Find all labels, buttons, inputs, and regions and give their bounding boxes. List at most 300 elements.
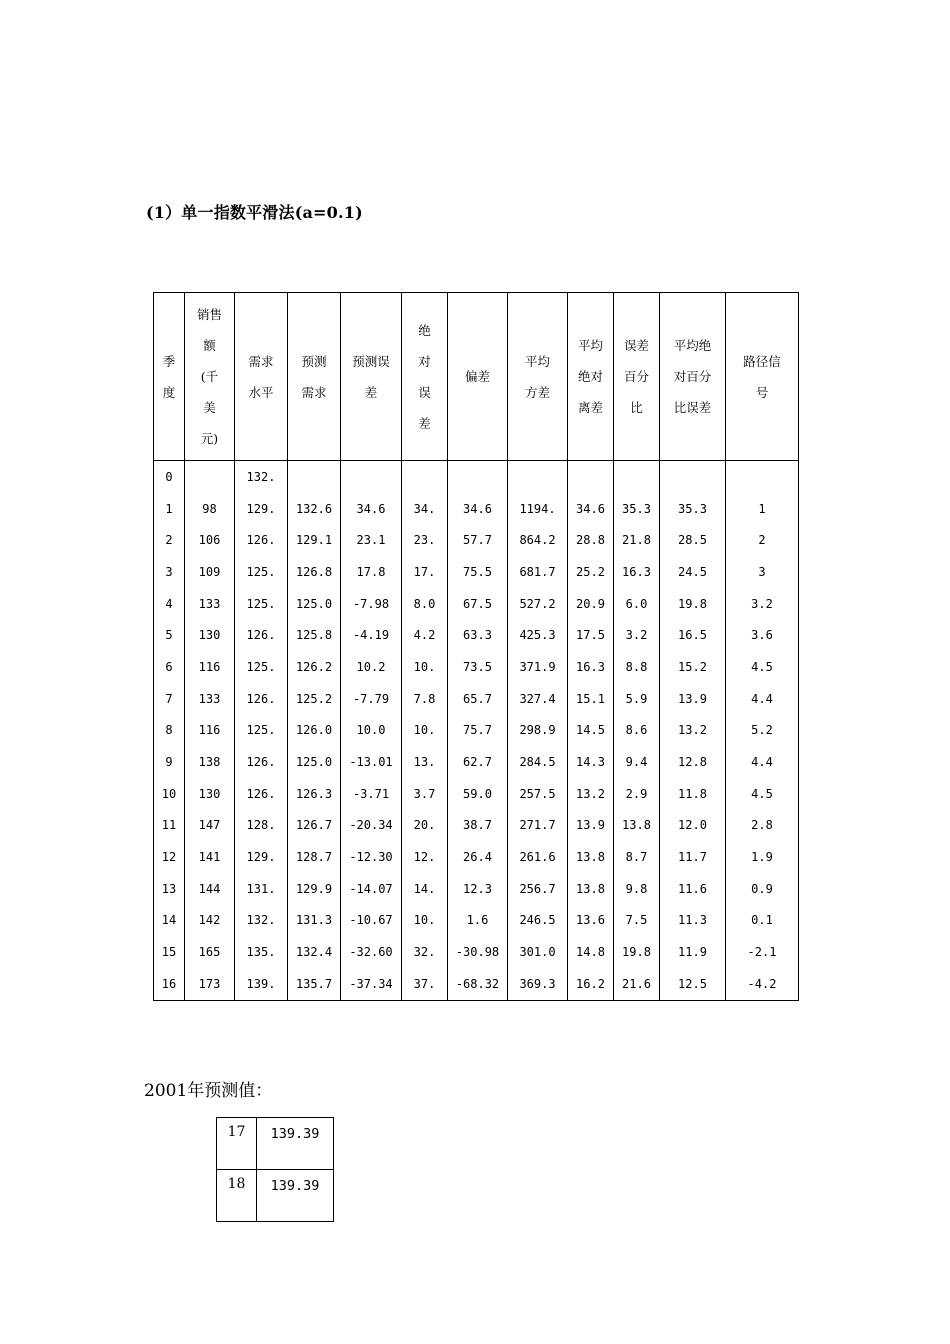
table-cell [235,778,288,810]
cell-value: 142 [198,913,221,928]
table-cell [402,493,448,525]
cell-value: -4.19 [352,628,390,643]
table-cell [341,810,402,842]
cell-value: 125.0 [295,596,333,611]
table-row [154,968,799,1000]
table-cell [726,524,799,556]
table-cell [235,905,288,937]
cell-value: 3 [758,564,766,579]
cell-value: 4.5 [751,659,773,674]
table-cell [614,619,660,651]
column-header [235,293,288,461]
column-header-line: 误差 [623,338,649,353]
table-cell [235,715,288,747]
cell-value: 23. [413,533,436,548]
column-header-line: 误 [418,384,431,400]
table-cell [288,936,341,968]
table-cell [288,461,341,493]
table-cell [154,588,185,620]
table-cell [508,905,568,937]
table-cell [185,493,235,525]
table-cell [448,493,508,525]
cell-value: 13. [413,755,436,770]
cell-value: -20.34 [349,818,393,833]
table-cell [508,968,568,1000]
cell-value: 12.8 [678,755,707,770]
table-cell [660,619,726,651]
table-row [154,524,799,556]
cell-value: 13.8 [576,850,605,865]
cell-value: 126.2 [295,659,333,674]
cell-value: 20.9 [576,596,605,611]
cell-value: 24.5 [678,564,707,579]
table-cell [154,715,185,747]
cell-value: 10 [161,786,177,801]
table-cell [508,588,568,620]
cell-value: 17.8 [356,564,386,579]
table-cell [568,746,614,778]
cell-value: 11.7 [678,850,707,865]
cell-value: 138 [198,755,221,770]
table-cell [614,493,660,525]
table-cell [568,841,614,873]
table-cell [402,461,448,493]
cell-value: 57.7 [463,533,492,548]
table-cell [568,493,614,525]
table-cell [288,968,341,1000]
cell-value: 12.3 [463,881,492,896]
table-cell [402,556,448,588]
table-cell [341,873,402,905]
cell-value: 139. [246,976,276,991]
cell-value: 0.9 [751,881,773,896]
table-cell [185,461,235,493]
cell-value: 126.3 [295,786,333,801]
table-row [154,841,799,873]
table-cell [568,588,614,620]
table-cell [568,619,614,651]
table-cell [341,524,402,556]
column-header-line: 差 [364,384,378,400]
cell-value: 369.3 [519,976,556,991]
column-header [448,293,508,461]
table-cell [568,524,614,556]
cell-value: 14.3 [576,755,605,770]
cell-value: 11.8 [678,786,707,801]
cell-value: 11.9 [678,945,707,960]
table-cell [154,968,185,1000]
table-cell [341,461,402,493]
table-cell [341,936,402,968]
table-cell [235,651,288,683]
column-header-line: 额 [203,338,216,353]
cell-value: 14 [161,913,177,928]
table-cell [185,841,235,873]
table-cell [288,715,341,747]
cell-value: 9.8 [625,881,648,896]
column-header-line: 差 [418,415,431,431]
cell-value: 21.8 [622,533,651,548]
table-cell [402,715,448,747]
cell-value: 75.7 [463,723,492,738]
forecast-row [217,1118,334,1170]
table-cell [288,524,341,556]
cell-value: 298.9 [519,723,556,738]
table-row [154,810,799,842]
forecast-row [217,1170,334,1222]
cell-value: -30.98 [455,945,500,960]
table-cell [402,619,448,651]
table-cell [235,873,288,905]
column-header-line: 比 [630,400,643,415]
table-cell [235,493,288,525]
table-cell [448,651,508,683]
table-cell [154,778,185,810]
table-cell [614,715,660,747]
cell-value: 133 [198,691,221,706]
table-cell [341,588,402,620]
table-cell [185,524,235,556]
table-cell [448,936,508,968]
table-cell [154,556,185,588]
cell-value: 13.8 [622,818,651,833]
table-cell [726,778,799,810]
cell-value: 527.2 [519,596,556,611]
column-header-line: 销售 [196,307,222,322]
column-header-line: 水平 [248,384,274,400]
cell-value: 4.5 [751,786,773,801]
cell-value: 34.6 [463,501,492,516]
table-cell [660,873,726,905]
table-cell [185,810,235,842]
table-cell [660,524,726,556]
cell-value: 9 [165,755,173,770]
table-cell [341,778,402,810]
cell-value: 284.5 [519,755,556,770]
cell-value: 34. [413,501,436,516]
cell-value: 21.6 [622,976,651,991]
column-header [154,293,185,461]
cell-value: 25.2 [576,564,605,579]
table-cell [185,746,235,778]
cell-value: 125. [246,659,276,674]
table-cell [402,841,448,873]
table-cell [568,778,614,810]
cell-value: -13.01 [349,755,393,770]
cell-value: 681.7 [519,564,556,579]
table-cell [448,841,508,873]
cell-value: 62.7 [463,755,492,770]
table-cell [568,810,614,842]
cell-value: -32.60 [349,945,393,960]
table-cell [154,683,185,715]
table-cell [508,841,568,873]
cell-value: 132. [246,469,276,484]
table-cell [154,524,185,556]
column-header-line: 元) [200,431,219,446]
forecast-quarter: 17 [217,1118,257,1170]
cell-value: 8 [165,723,173,738]
table-cell [235,968,288,1000]
cell-value: 1194. [519,501,556,516]
table-cell [185,588,235,620]
cell-value: 59.0 [463,786,492,801]
cell-value: 23.1 [356,533,386,548]
cell-value: 7 [165,691,173,706]
table-cell [660,588,726,620]
cell-value: 5.9 [625,691,648,706]
cell-value: 35.3 [622,501,651,516]
table-row [154,651,799,683]
table-cell [660,493,726,525]
cell-value: -14.07 [349,881,393,896]
table-cell [508,493,568,525]
cell-value: 261.6 [519,850,556,865]
table-cell [614,556,660,588]
cell-value: 126.8 [295,564,333,579]
table-cell [235,841,288,873]
cell-value: 126.7 [295,818,333,833]
cell-value: 173 [198,976,221,991]
table-cell [726,746,799,778]
table-cell [448,873,508,905]
cell-value: 116 [198,723,221,738]
cell-value: 28.5 [678,533,707,548]
column-header [341,293,402,461]
cell-value: 11.3 [678,913,707,928]
table-cell [726,905,799,937]
table-cell [341,683,402,715]
cell-value: 256.7 [519,881,556,896]
cell-value: 129. [246,850,276,865]
cell-value: 26.4 [463,850,492,865]
column-header-line: 路径信 [743,353,781,369]
cell-value: 10.2 [356,659,386,674]
table-row [154,493,799,525]
table-body [154,461,799,1001]
cell-value: 1 [165,501,173,516]
cell-value: 128.7 [295,850,333,865]
column-header-line: 绝对 [577,369,603,384]
table-cell [185,651,235,683]
cell-value: 1 [758,501,766,516]
cell-value: 12 [161,850,177,865]
table-cell [568,683,614,715]
column-header-line: 偏差 [464,369,490,384]
cell-value: 35.3 [678,501,707,516]
table-cell [185,778,235,810]
cell-value: 3.7 [413,786,436,801]
table-cell [154,810,185,842]
column-header-line: 绝 [418,322,431,338]
cell-value: 17.5 [576,628,605,643]
cell-value: 0 [165,469,173,484]
cell-value: 13.8 [576,881,605,896]
table-cell [614,936,660,968]
table-row [154,778,799,810]
cell-value: 4.4 [751,691,773,706]
table-cell [660,905,726,937]
table-cell [288,588,341,620]
cell-value: 271.7 [519,818,556,833]
cell-value: 130 [198,628,221,643]
cell-value: -4.2 [747,976,777,991]
table-cell [568,905,614,937]
column-header-line: 比误差 [673,400,712,415]
table-cell [402,778,448,810]
cell-value: 9.4 [625,755,648,770]
cell-value: 67.5 [463,596,492,611]
table-cell [448,556,508,588]
cell-value: 125. [246,596,276,611]
table-cell [154,493,185,525]
cell-value: -10.67 [349,913,393,928]
table-cell [448,746,508,778]
cell-value: 14. [413,881,436,896]
table-cell [614,778,660,810]
cell-value: 4.2 [413,628,436,643]
cell-value: 6.0 [625,596,648,611]
cell-value: 129. [246,501,276,516]
table-header-row [154,293,799,461]
cell-value: 38.7 [463,818,492,833]
table-cell [726,841,799,873]
table-cell [508,810,568,842]
table-row [154,683,799,715]
column-header [614,293,660,461]
table-cell [614,588,660,620]
cell-value: 14.8 [576,945,605,960]
cell-value: 73.5 [463,659,492,674]
table-cell [185,619,235,651]
cell-value: 14.5 [576,723,605,738]
cell-value: 65.7 [463,691,492,706]
table-row [154,936,799,968]
table-cell [508,715,568,747]
cell-value: 132.6 [295,501,333,516]
cell-value: 16 [161,976,177,991]
cell-value: 125.8 [295,628,333,643]
cell-value: 126.0 [295,723,333,738]
table-row [154,746,799,778]
cell-value: 126. [246,755,276,770]
table-cell [448,778,508,810]
table-cell [235,524,288,556]
table-cell [402,683,448,715]
table-cell [185,936,235,968]
table-cell [341,905,402,937]
column-header-line: 对百分 [673,369,712,384]
table-cell [448,461,508,493]
cell-value: 11 [161,818,177,833]
cell-value: 126. [246,786,276,801]
section-heading: (1）单一指数平滑法(a=0.1) [146,203,363,222]
table-cell [660,841,726,873]
cell-value: -3.71 [352,786,390,801]
column-header-line: 平均 [524,353,550,369]
cell-value: 15.1 [576,691,605,706]
cell-value: 425.3 [519,628,556,643]
cell-value: 34.6 [576,501,605,516]
cell-value: 13.6 [576,913,605,928]
cell-value: 7.8 [413,691,436,706]
column-header-line: 季 [162,353,176,369]
cell-value: 131.3 [295,913,333,928]
table-cell [726,556,799,588]
cell-value: 17. [413,564,436,579]
table-cell [235,810,288,842]
table-cell [448,619,508,651]
cell-value: 13.2 [678,723,707,738]
table-cell [568,936,614,968]
cell-value: 13.9 [576,818,605,833]
table-cell [154,651,185,683]
table-cell [185,905,235,937]
table-cell [341,968,402,1000]
cell-value: 126. [246,533,276,548]
cell-value: 371.9 [519,659,556,674]
table-cell [508,524,568,556]
cell-value: 13.2 [576,786,605,801]
cell-value: 19.8 [622,945,651,960]
table-cell [660,461,726,493]
table-cell [402,936,448,968]
cell-value: 32. [413,945,436,960]
table-cell [614,905,660,937]
column-header-line: 方差 [524,384,550,400]
table-cell [568,715,614,747]
table-cell [448,905,508,937]
cell-value: 144 [198,881,221,896]
cell-value: 8.8 [625,659,648,674]
table-cell [448,810,508,842]
table-cell [568,873,614,905]
cell-value: 28.8 [576,533,605,548]
cell-value: 125. [246,564,276,579]
forecast-label: 2001年预测值： [144,1081,273,1101]
cell-value: 129.1 [295,533,333,548]
cell-value: 11.6 [678,881,707,896]
cell-value: 8.6 [625,723,648,738]
table-cell [235,936,288,968]
smoothing-table [153,292,799,1001]
table-row [154,588,799,620]
table-cell [614,461,660,493]
table-cell [726,683,799,715]
table-cell [568,651,614,683]
table-cell [614,810,660,842]
table-row [154,905,799,937]
forecast-quarter: 18 [217,1170,257,1222]
table-cell [288,746,341,778]
cell-value: 2.9 [625,786,648,801]
cell-value: 132.4 [295,945,333,960]
table-cell [448,968,508,1000]
cell-value: 10. [413,659,436,674]
cell-value: 246.5 [519,913,556,928]
table-cell [341,746,402,778]
table-cell [660,936,726,968]
cell-value: 10.0 [356,723,386,738]
table-cell [614,968,660,1000]
cell-value: 5.2 [751,723,773,738]
table-cell [660,778,726,810]
cell-value: 864.2 [519,533,556,548]
cell-value: 3.2 [751,596,773,611]
table-cell [660,556,726,588]
column-header-line: 号 [755,384,769,400]
cell-value: 1.6 [466,913,489,928]
